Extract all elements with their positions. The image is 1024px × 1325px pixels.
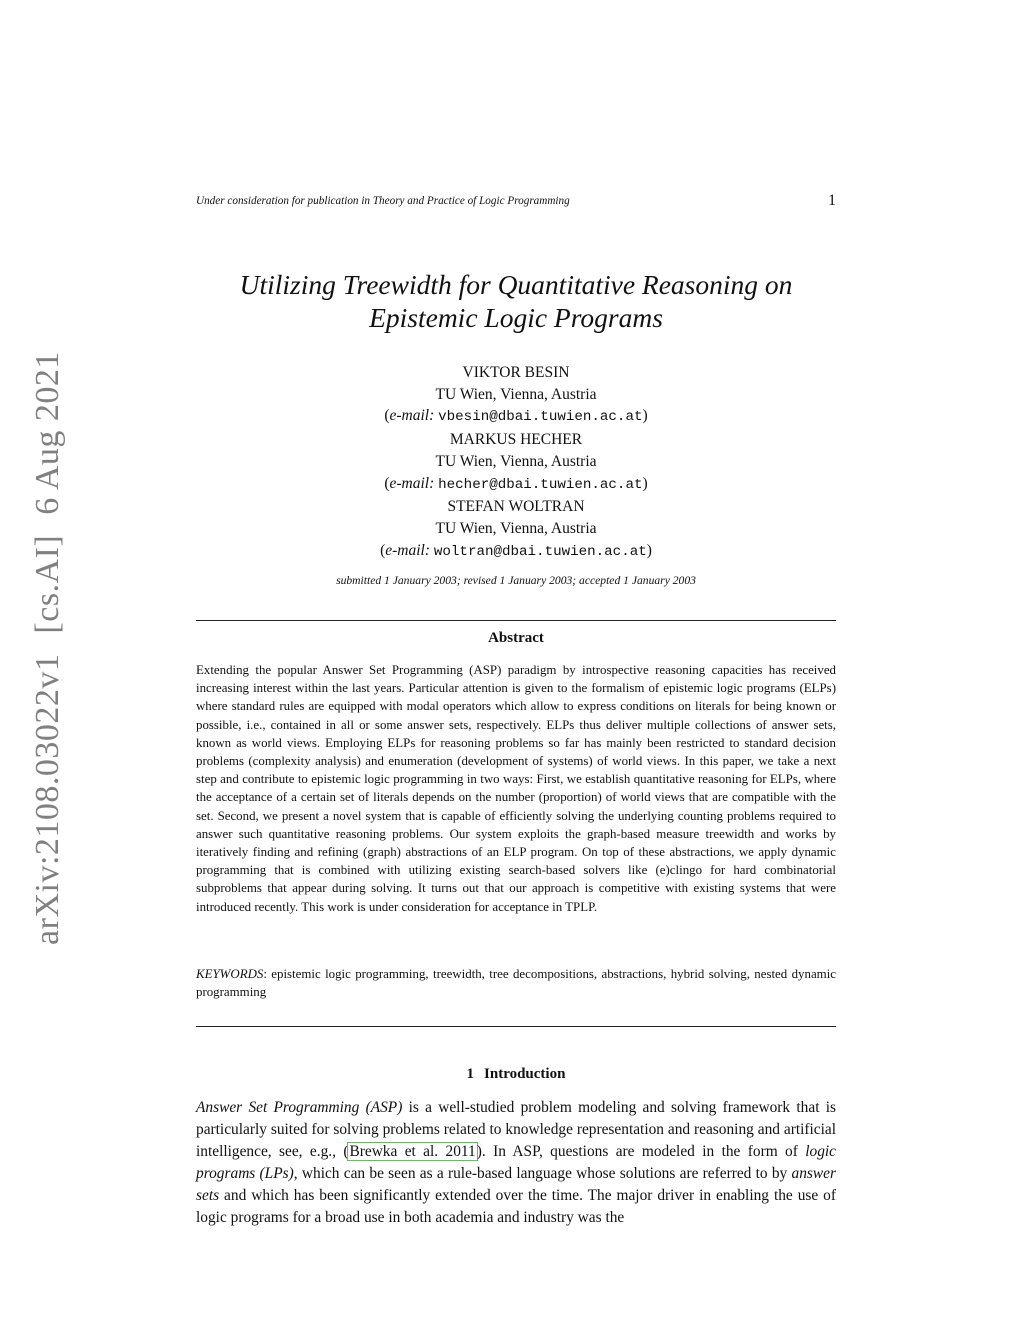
author-email-line: (e-mail: woltran@dbai.tuwien.ac.at) <box>380 541 652 560</box>
email-label: e-mail: <box>389 407 435 425</box>
asp-term: Answer Set Programming (ASP) <box>196 1099 403 1116</box>
intro-text-3: , which can be seen as a rule-based language whose solutions are referred to by <box>293 1164 792 1182</box>
abstract-heading: Abstract <box>488 630 544 646</box>
intro-text-4: and which has been significantly extended over the time. The major driver in enabling the use of logic programs for a broad use in both academia and industry was the <box>196 1186 836 1226</box>
keywords <box>196 965 836 1001</box>
author-affiliation: TU Wien, Vienna, Austria <box>435 385 597 403</box>
author-name: MARKUS HECHER <box>449 431 583 449</box>
lp-term: logic programs (LPs) <box>196 1142 837 1182</box>
author-affiliation: TU Wien, Vienna, Austria <box>435 519 597 537</box>
intro-paragraph <box>196 1097 836 1228</box>
author-name: STEFAN WOLTRAN <box>447 498 585 516</box>
intro-text-1: is a well-studied problem modeling and solving framework that is particularly suited for solving problems related to knowledge representation and reasoning and artificial intelligence, see, e.g., ( <box>196 1099 837 1160</box>
title-line-2: Epistemic Logic Programs <box>369 302 663 333</box>
author-name: VIKTOR BESIN <box>462 364 570 381</box>
author-email[interactable]: vbesin@dbai.tuwien.ac.at <box>438 409 643 426</box>
paper-title <box>196 268 836 334</box>
citation-link[interactable]: Brewka et al. 2011 <box>349 1142 476 1160</box>
submission-dates: submitted 1 January 2003; revised 1 January 2003; accepted 1 January 2003 <box>336 574 696 587</box>
email-label: e-mail: <box>389 474 435 492</box>
author-email-line: (e-mail: hecher@dbai.tuwien.ac.at) <box>384 474 648 493</box>
intro-text-2: ). In ASP, questions are modeled in the form of <box>476 1142 806 1160</box>
section-number: 1 <box>466 1066 475 1082</box>
arxiv-id[interactable]: arXiv:2108.03022v1 <box>29 653 66 945</box>
page-number: 1 <box>828 192 836 209</box>
author-affiliation: TU Wien, Vienna, Austria <box>435 452 597 470</box>
author-block <box>196 362 836 563</box>
author-email-line: (e-mail: vbesin@dbai.tuwien.ac.at) <box>384 407 648 426</box>
abstract-bottom-rule <box>196 1026 836 1027</box>
section-title: Introduction <box>484 1066 566 1082</box>
answer-sets-term: answer sets <box>196 1164 836 1204</box>
keywords-text: : epistemic logic programming, treewidth, tree decompositions, abstractions, hybrid solving, nested dynamic programming <box>196 967 836 1000</box>
arxiv-stamp <box>29 351 67 945</box>
running-head: Under consideration for publication in Theory and Practice of Logic Programming <box>196 195 570 207</box>
abstract-top-rule <box>196 620 836 621</box>
section-heading <box>196 1066 836 1083</box>
keywords-label: KEYWORDS <box>196 967 264 981</box>
arxiv-category: [cs.AI] <box>29 534 66 634</box>
author-email[interactable]: hecher@dbai.tuwien.ac.at <box>438 476 643 493</box>
arxiv-date: 6 Aug 2021 <box>29 351 66 515</box>
email-label: e-mail: <box>385 541 431 559</box>
author-email[interactable]: woltran@dbai.tuwien.ac.at <box>433 543 647 560</box>
title-line-1: Utilizing Treewidth for Quantitative Reasoning on <box>239 269 793 300</box>
abstract-text: Extending the popular Answer Set Programming (ASP) paradigm by introspective reasoning capacities has received increasing interest within the last years. Particular attention is given to the formalism of epistemic logic programs (ELPs) where standard rules are equipped with modal operators which allow to express conditions on literals for being known or possible, i.e., contained in all or some answer sets, respectively. ELPs thus deliver multiple collections of answer sets, known as world views. Employing ELPs for reasoning problems so far has mainly been restricted to standard decision problems (complexity analysis) and enumeration (development of systems) of world views. In this paper, we take a next step and contribute to epistemic logic programming in two ways: First, we establish quantitative reasoning for ELPs, where the acceptance of a certain set of literals depends on the number (proportion) of world views that are compatible with the set. Second, we present a novel system that is capable of efficiently solving the underlying counting problems required to answer such quantitative reasoning problems. Our system exploits the graph-based measure treewidth and works by iteratively finding and refining (graph) abstractions of an ELP program. On top of these abstractions, we apply dynamic programming that is combined with utilizing existing search-based solvers like (e)clingo for hard combinatorial subproblems that appear during solving. It turns out that our approach is competitive with existing systems that were introduced recently. This work is under consideration for acceptance in TPLP. <box>196 663 836 914</box>
